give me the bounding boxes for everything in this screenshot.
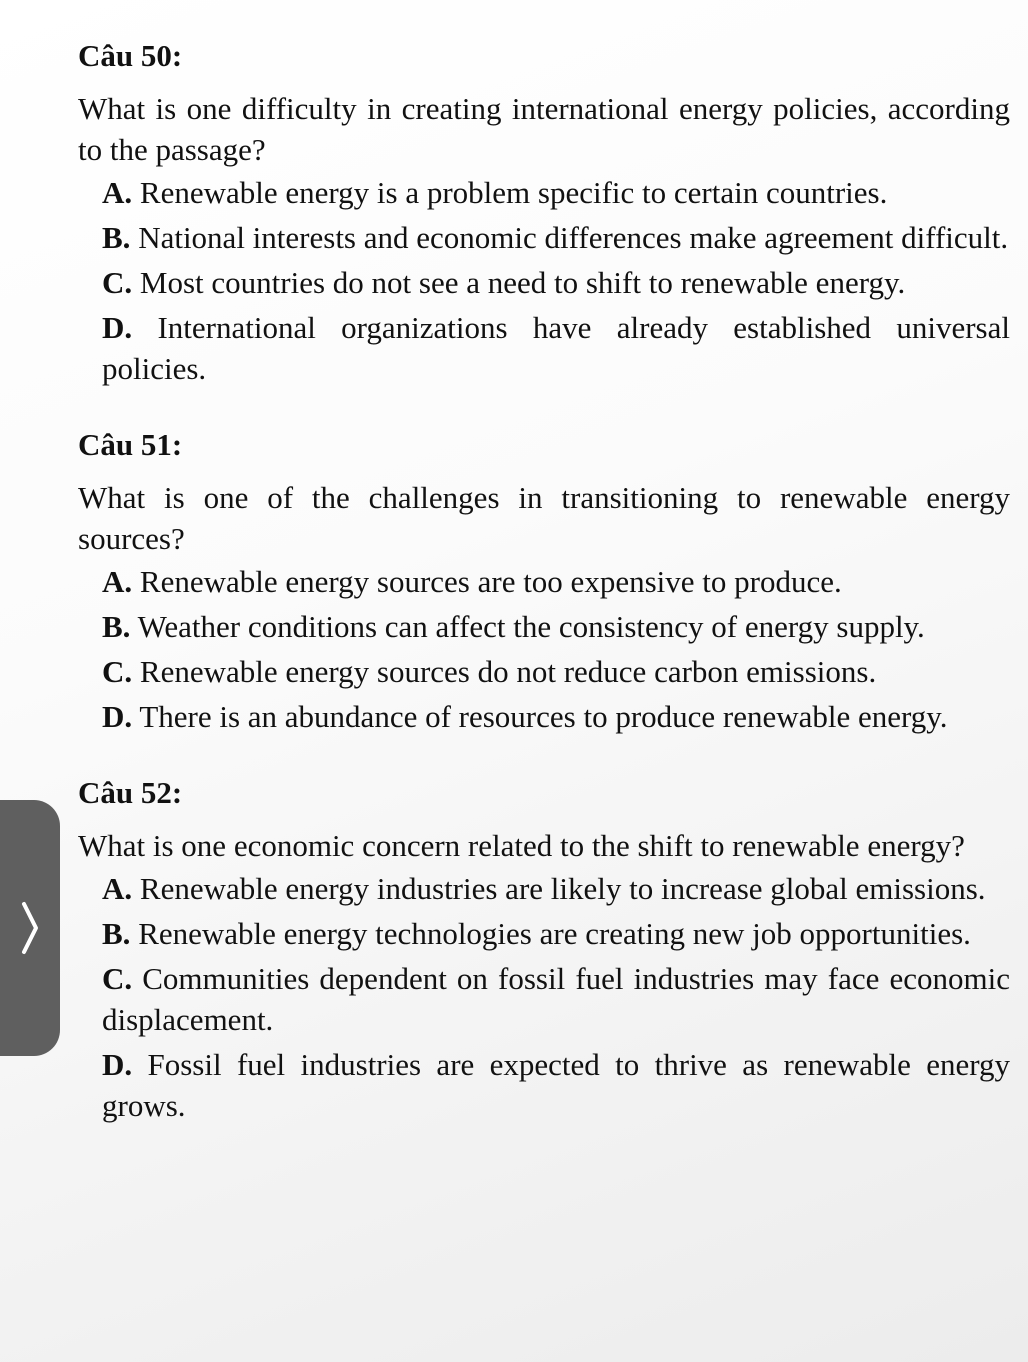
option-text: Communities dependent on fossil fuel industries may face economic displacement. (102, 961, 1010, 1037)
option-a[interactable] (102, 172, 1010, 213)
question-heading: Câu 52: (78, 775, 183, 810)
question-52 (78, 773, 1010, 1126)
option-d[interactable] (102, 1044, 1010, 1126)
option-letter: D. (102, 699, 133, 734)
option-d[interactable] (102, 307, 1010, 389)
option-letter: D. (102, 310, 133, 345)
question-51 (78, 425, 1010, 737)
option-d[interactable] (102, 696, 1010, 737)
answer-options (102, 172, 1010, 389)
option-letter: A. (102, 871, 133, 906)
answer-options (102, 868, 1010, 1126)
option-letter: B. (102, 220, 131, 255)
option-text: Renewable energy sources are too expensive to produce. (132, 564, 842, 599)
question-text: What is one difficulty in creating international energy policies, according to the passage? (78, 91, 1010, 167)
option-b[interactable] (102, 606, 1010, 647)
option-text: Most countries do not see a need to shift to renewable energy. (132, 265, 906, 300)
option-c[interactable] (102, 262, 1010, 303)
side-panel-toggle-button[interactable] (0, 800, 60, 1056)
question-text: What is one economic concern related to the shift to renewable energy? (78, 828, 965, 863)
quiz-page (78, 36, 1010, 1162)
option-a[interactable] (102, 868, 1010, 909)
option-c[interactable] (102, 651, 1010, 692)
answer-options (102, 561, 1010, 737)
option-letter: A. (102, 564, 133, 599)
question-text: What is one of the challenges in transitioning to renewable energy sources? (78, 480, 1010, 556)
option-text: Renewable energy technologies are creating new job opportunities. (130, 916, 971, 951)
option-b[interactable] (102, 913, 1010, 954)
option-c[interactable] (102, 958, 1010, 1040)
option-text: Renewable energy industries are likely to increase global emissions. (132, 871, 986, 906)
option-text: Renewable energy sources do not reduce carbon emissions. (132, 654, 877, 689)
chevron-right-icon (18, 898, 42, 958)
option-text: Renewable energy is a problem specific to certain countries. (132, 175, 888, 210)
option-letter: C. (102, 265, 133, 300)
option-letter: C. (102, 654, 133, 689)
option-letter: D. (102, 1047, 133, 1082)
option-text: National interests and economic differences make agreement difficult. (130, 220, 1009, 255)
option-letter: B. (102, 916, 131, 951)
option-b[interactable] (102, 217, 1010, 258)
question-50 (78, 36, 1010, 389)
option-text: Weather conditions can affect the consistency of energy supply. (130, 609, 925, 644)
option-text: Fossil fuel industries are expected to thrive as renewable energy grows. (102, 1047, 1010, 1123)
option-text: International organizations have already established universal policies. (102, 310, 1010, 386)
option-letter: B. (102, 609, 131, 644)
question-heading: Câu 51: (78, 427, 183, 462)
question-heading: Câu 50: (78, 38, 183, 73)
option-a[interactable] (102, 561, 1010, 602)
option-letter: C. (102, 961, 133, 996)
option-text: There is an abundance of resources to produce renewable energy. (132, 699, 948, 734)
option-letter: A. (102, 175, 133, 210)
